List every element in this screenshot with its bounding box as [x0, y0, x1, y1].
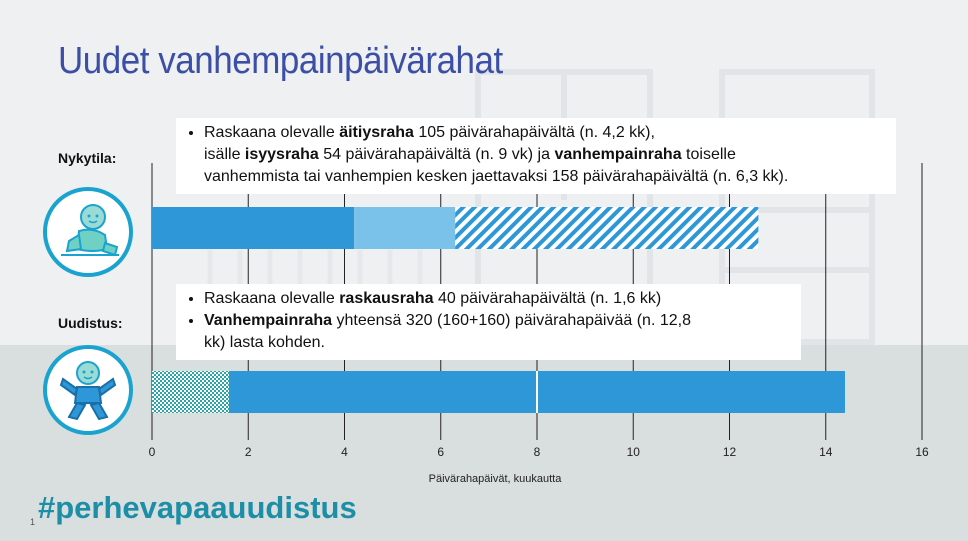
bullet-text: 40 päivärahapäivältä (n. 1,6 kk): [433, 290, 662, 307]
bold-term: äitiysraha: [339, 124, 414, 141]
x-tick-label: 14: [819, 445, 833, 459]
bullet-text: kk) lasta kohden.: [204, 334, 325, 351]
x-tick-label: 12: [722, 445, 737, 459]
bullet-text: toiselle: [681, 146, 736, 163]
x-tick-label: 4: [341, 445, 348, 459]
x-tick-label: 8: [533, 445, 541, 459]
reform-description: [176, 284, 801, 360]
bar-segment: [354, 207, 455, 249]
current-system-description: [176, 118, 896, 194]
bar-segment: [229, 371, 537, 413]
slide-title: Uudet vanhempainpäivärahat: [58, 40, 503, 82]
hashtag: #perhevapaauudistus: [38, 490, 357, 525]
bar-segment: [455, 207, 758, 249]
bullet-text: yhteensä 320 (160+160) päivärahapäivää (n. 12,8: [332, 312, 691, 329]
bullet-text: isälle: [204, 146, 245, 163]
x-tick-label: 0: [148, 445, 156, 459]
bold-term: isyysraha: [244, 146, 319, 163]
bullet-text: Raskaana olevalle: [204, 290, 340, 307]
row-label-reform: Uudistus:: [58, 315, 123, 331]
bar-segment: [537, 371, 845, 413]
x-tick-label: 16: [915, 445, 929, 459]
x-tick-label: 6: [437, 445, 445, 459]
x-tick-label: 10: [626, 445, 640, 459]
row-label-current: Nykytila:: [58, 150, 117, 166]
bullet-item: [204, 122, 886, 188]
bar-segment: [152, 207, 354, 249]
bullet-item: [204, 288, 791, 310]
bullet-text: vanhemmista tai vanhempien kesken jaettavaksi 158 päivärahapäivältä (n. 6,3 kk).: [204, 168, 789, 185]
bold-term: raskausraha: [339, 290, 434, 307]
bold-term: Vanhempainraha: [204, 312, 333, 329]
bullet-text: Raskaana olevalle: [204, 124, 340, 141]
bar-segment: [152, 371, 229, 413]
x-tick-label: 2: [244, 445, 252, 459]
bullet-text: 105 päivärahapäivältä (n. 4,2 kk),: [413, 124, 655, 141]
slide-number: 1: [30, 517, 36, 527]
bullet-item: [204, 310, 791, 354]
bold-term: vanhempainraha: [554, 146, 682, 163]
x-axis-label: Päivärahapäivät, kuukautta: [428, 473, 562, 485]
bullet-text: 54 päivärahapäivältä (n. 9 vk) ja: [318, 146, 555, 163]
